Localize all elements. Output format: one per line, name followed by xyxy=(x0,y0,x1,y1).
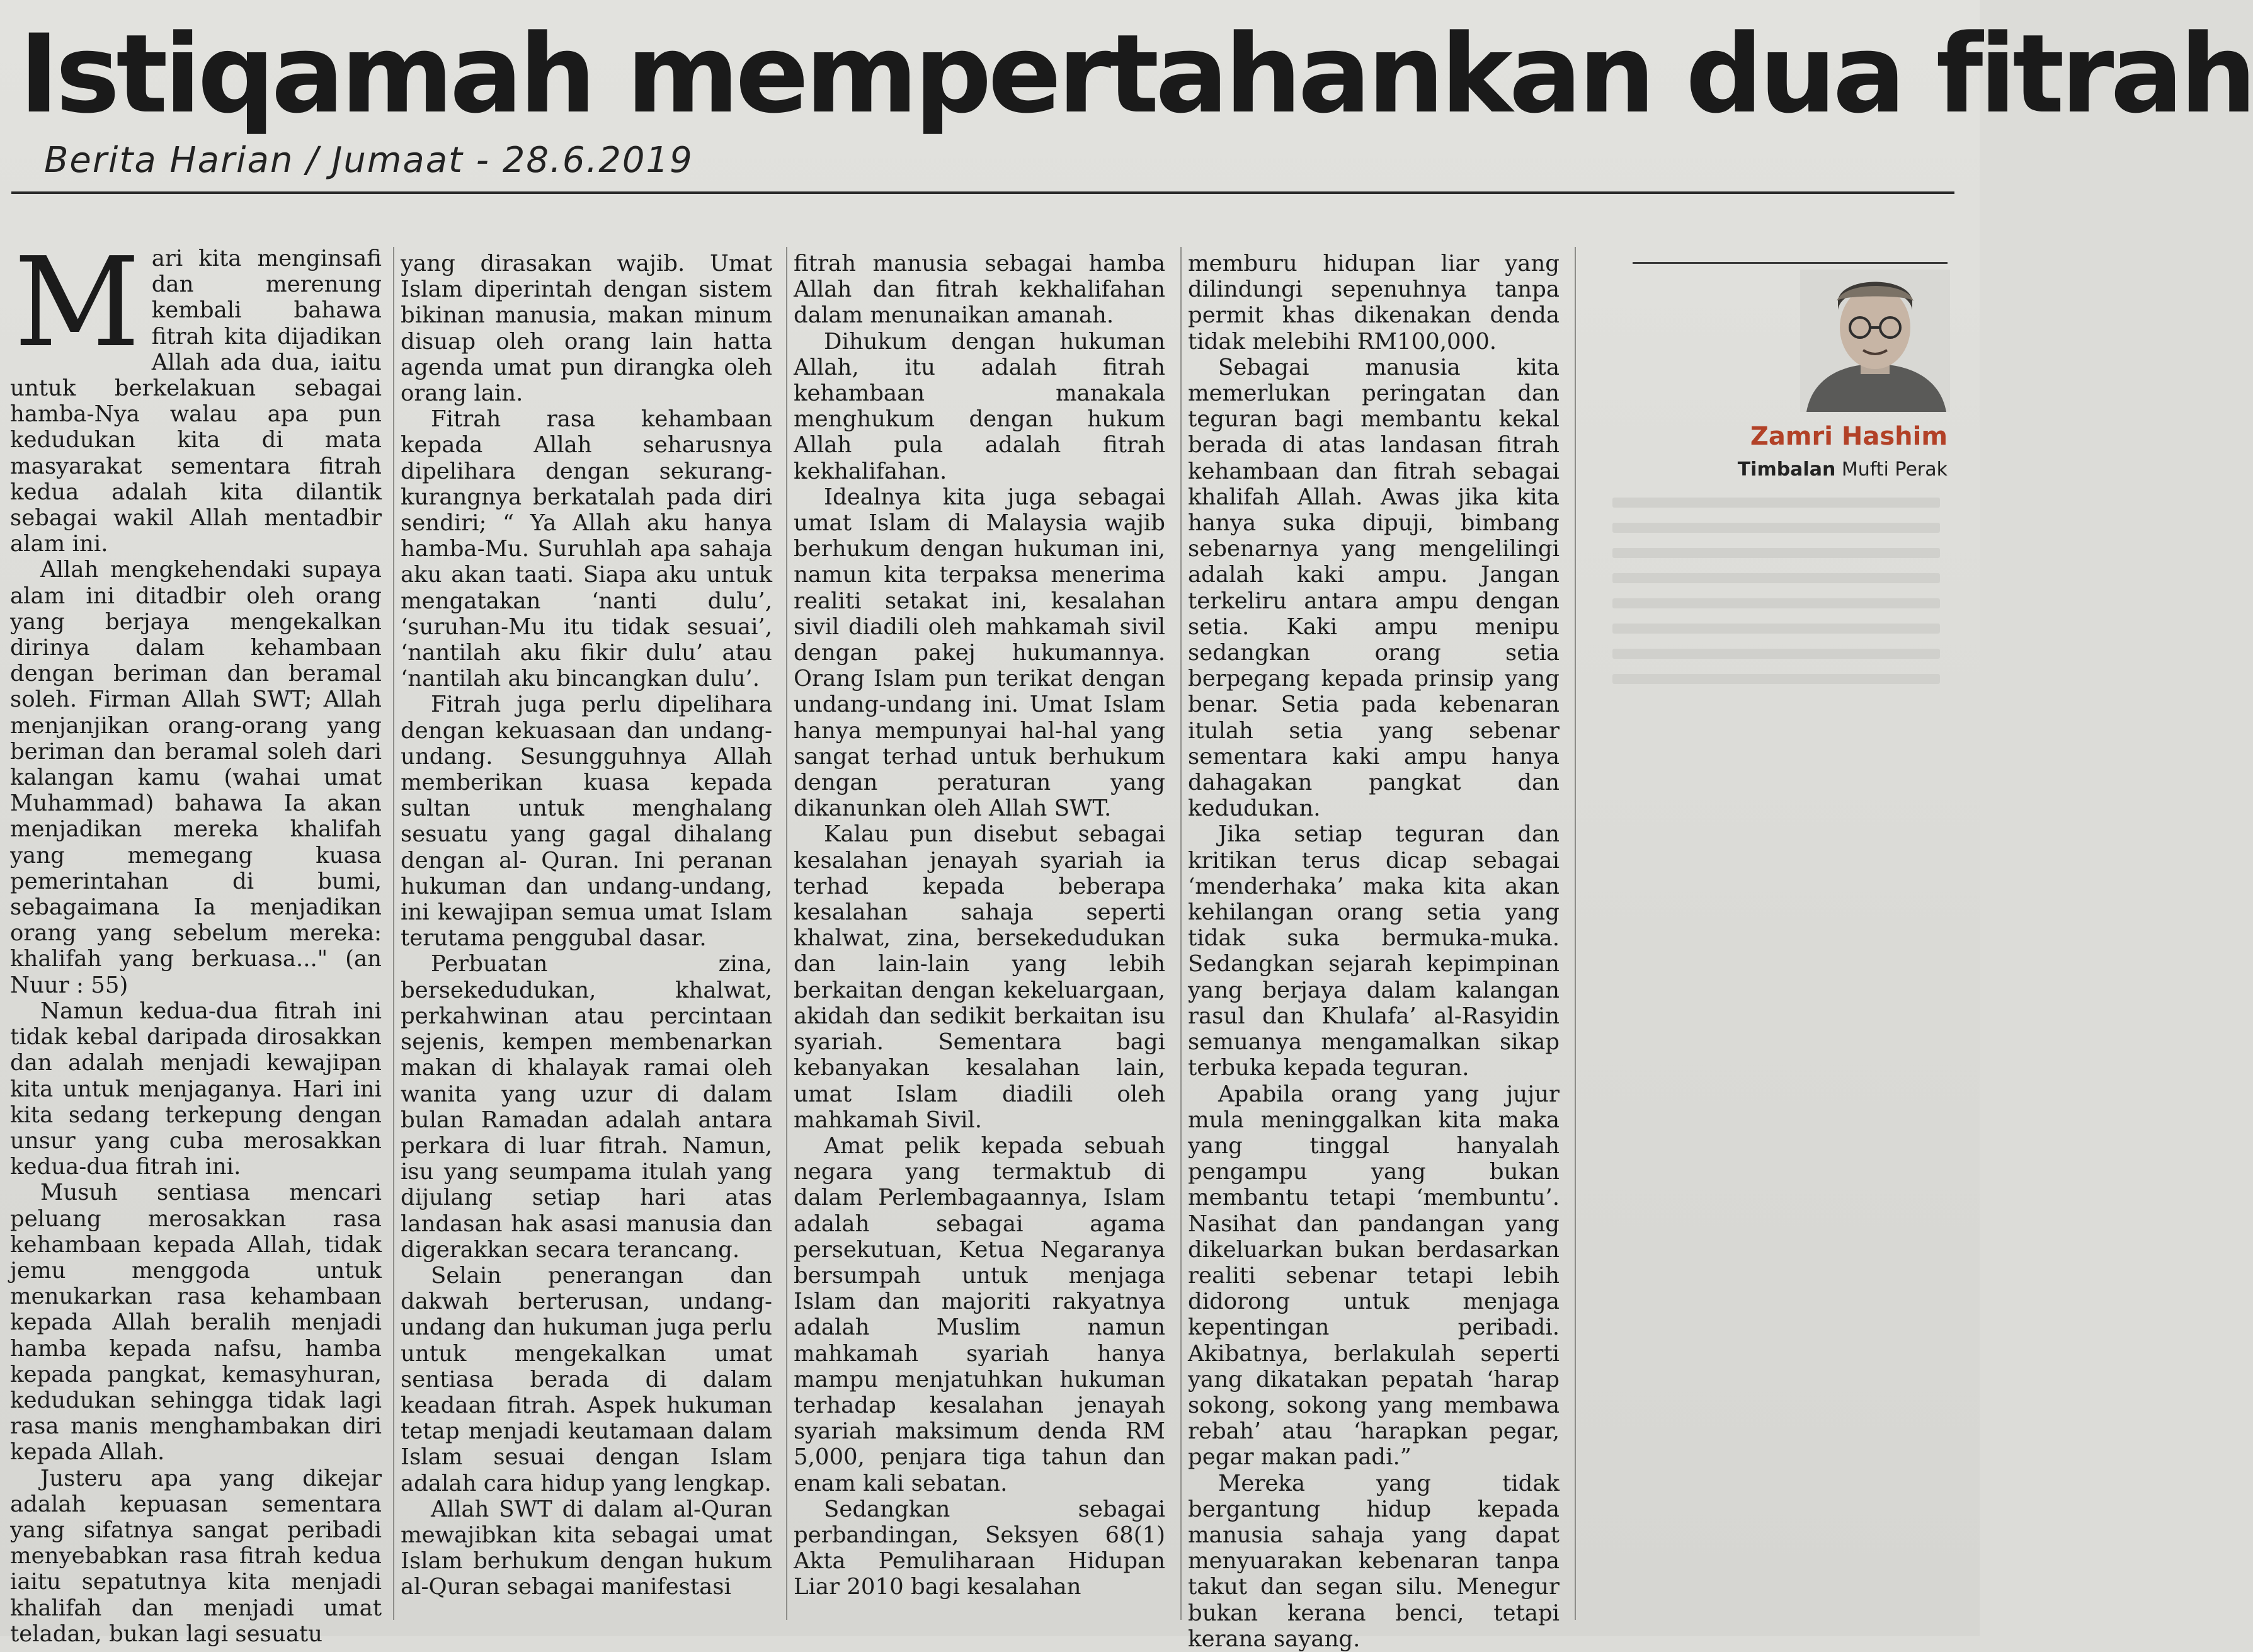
article-paragraph: Dihukum dengan hukuman Allah, itu adalah fitrah kehambaan manakala menghukum dengan hukum Allah pula adalah fitrah kekhalifahan. xyxy=(794,328,1165,484)
show-through-line xyxy=(1612,573,1940,583)
article-paragraph: Amat pelik kepada sebuah negara yang termaktub di dalam Perlembagaannya, Islam adalah sebagai agama persekutuan, Ketua Negaranya bersumpah untuk menjaga Islam dan majoriti rakyatnya adalah Muslim namun mahkamah syariah hanya mampu menjatuhkan hukuman terhadap kesalahan jenayah syariah maksimum denda RM 5,000, penjara tiga tahun dan enam kali sebatan. xyxy=(794,1132,1165,1496)
show-through-lines xyxy=(1612,498,1940,699)
article-paragraph: yang dirasakan wajib. Umat Islam diperintah dengan sistem bikinan manusia, makan minum disuap oleh orang lain hatta agenda umat pun dirangka oleh orang lain. xyxy=(401,251,772,407)
article-paragraph: fitrah manusia sebagai hamba Allah dan fitrah kekhalifahan dalam menunaikan amanah. xyxy=(794,251,1165,329)
article-paragraph: memburu hidupan liar yang dilindungi sepenuhnya tanpa permit khas dikenakan denda tidak melebihi RM100,000. xyxy=(1188,251,1560,355)
author-portrait-icon xyxy=(1800,270,1950,412)
author-title xyxy=(1633,459,1948,481)
article-paragraph: Allah mengkehendaki supaya alam ini ditadbir oleh orang yang berjaya mengekalkan dirinya dalam kehambaan dengan beriman dan beramal soleh. Firman Allah SWT; Allah menjanjikan orang-orang yang beriman dan beramal soleh dari kalangan kamu (wahai umat Muhammad) bahawa Ia akan menjadikan mereka khalifah yang memegang kuasa pemerintahan di bumi, sebagaimana Ia menjadikan orang yang sebelum mereka: khalifah yang berkuasa..." (an Nuur : 55) xyxy=(10,557,382,998)
article-paragraph: Sebagai manusia kita memerlukan peringatan dan teguran bagi membantu kekal berada di atas landasan fitrah kehambaan dan fitrah sebagai khalifah Allah. Awas jika kita hanya suka dipuji, bimbang sebenarnya yang mengelilingi adalah kaki ampu. Jangan terkeliru antara ampu dengan setia. Kaki ampu menipu sedangkan orang setia berpegang kepada prinsip yang benar. Setia pada kebenaran itulah setia yang sebenar sementara kaki ampu hanya dahagakan pangkat dan kedudukan. xyxy=(1188,354,1560,822)
show-through-line xyxy=(1612,598,1940,608)
author-name: Zamri Hashim xyxy=(1750,422,1948,451)
article-paragraph: Fitrah juga perlu dipelihara dengan kekuasaan dan undang-undang. Sesungguhnya Allah memberikan kuasa kepada sultan untuk menghalang sesuatu yang gagal dihalang dengan al- Quran. Ini peranan hukuman dan undang-undang, ini kewajipan semua umat Islam terutama penggubal dasar. xyxy=(401,692,772,952)
drop-cap: M xyxy=(14,231,140,375)
article-paragraph: Kalau pun disebut sebagai kesalahan jenayah syariah ia terhad kepada beberapa kesalahan sahaja seperti khalwat, zina, bersekedudukan dan lain-lain yang lebih berkaitan dengan kekeluargaan, akidah dan sedikit berkaitan isu syariah. Sementara bagi kebanyakan kesalahan lain, umat Islam diadili oleh mahkamah Sivil. xyxy=(794,821,1165,1133)
article-column-4 xyxy=(1188,251,1560,1652)
column-divider xyxy=(1575,247,1576,1620)
show-through-line xyxy=(1612,649,1940,659)
show-through-line xyxy=(1612,624,1940,634)
article-column-2 xyxy=(401,251,772,1624)
article-paragraph: Apabila orang yang jujur mula meninggalkan kita maka yang tinggal hanyalah pengampu yang bukan membantu tetapi ‘membuntu’. Nasihat dan pandangan yang dikeluarkan bukan berdasarkan realiti sebenar tetapi lebih didorong untuk menjaga kepentingan peribadi. Akibatnya, berlakulah seperti yang dikatakan pepatah ‘harap sokong, sokong yang membawa rebah’ atau ‘harapkan pegar, pegar makan padi.” xyxy=(1188,1081,1560,1471)
article-paragraph: Jika setiap teguran dan kritikan terus dicap sebagai ‘menderhaka’ maka kita akan kehilangan orang setia yang tidak suka bermuka-muka. Sedangkan sejarah kepimpinan yang berjaya dalam kalangan rasul dan Khulafa’ al-Rasyidin semuanya mengamalkan sikap terbuka kepada teguran. xyxy=(1188,821,1560,1081)
article-paragraph: Fitrah rasa kehambaan kepada Allah seharusnya dipelihara dengan sekurang-kurangnya berkatalah pada diri sendiri; “ Ya Allah aku hanya hamba-Mu. Suruhlah apa sahaja aku akan taati. Siapa aku untuk mengatakan ‘nanti dulu’, ‘suruhan-Mu itu tidak sesuai’, ‘nantilah aku fikir dulu’ atau ‘nantilah aku bincangkan dulu’. xyxy=(401,406,772,692)
byline-rule xyxy=(1633,262,1948,264)
article-paragraph: Sedangkan sebagai perbandingan, Seksyen 68(1) Akta Pemuliharaan Hidupan Liar 2010 bagi kesalahan xyxy=(794,1496,1165,1600)
article-column-1 xyxy=(10,231,382,1647)
column-divider xyxy=(1180,247,1182,1620)
show-through-line xyxy=(1612,498,1940,508)
headline: Istiqamah mempertahankan dua fitrah xyxy=(19,11,2253,137)
article-paragraph: Musuh sentiasa mencari peluang merosakkan rasa kehambaan kepada Allah, tidak jemu menggoda untuk menukarkan rasa kehambaan kepada Allah beralih menjadi hamba kepada nafsu, hamba kepada pangkat, kemasyhuran, kedudukan sehingga tidak lagi rasa manis menghambakan diri kepada Allah. xyxy=(10,1180,382,1466)
show-through-line xyxy=(1612,674,1940,684)
paragraph-text: ari kita menginsafi dan merenung kembali bahawa fitrah kita dijadikan Allah ada dua, iaitu untuk berkelakuan sebagai hamba-Nya walau apa pun kedudukan kita di mata masyarakat sementara fitrah kedua adalah kita dilantik sebagai wakil Allah mentadbir alam ini. xyxy=(10,246,382,557)
article-column-3 xyxy=(794,251,1165,1624)
author-title-rest: Mufti Perak xyxy=(1835,459,1948,481)
column-divider xyxy=(786,247,787,1620)
article-paragraph: Allah SWT di dalam al-Quran mewajibkan kita sebagai umat Islam berhukum dengan hukum al-Quran sebagai manifestasi xyxy=(401,1496,772,1600)
article-paragraph: Selain penerangan dan dakwah berterusan, undang-undang dan hukuman juga perlu untuk mengekalkan umat sentiasa berada di dalam keadaan fitrah. Aspek hukuman tetap menjadi keutamaan dalam Islam sesuai dengan Islam adalah cara hidup yang lengkap. xyxy=(401,1262,772,1496)
column-divider xyxy=(393,247,394,1620)
article-paragraph: Perbuatan zina, bersekedudukan, khalwat, perkahwinan atau percintaan sejenis, kempen membenarkan makan di khalayak ramai oleh wanita yang uzur di dalam bulan Ramadan adalah antara perkara di luar fitrah. Namun, isu yang seumpama itulah yang dijulang setiap hari atas landasan hak asasi manusia dan digerakkan secara terancang. xyxy=(401,951,772,1263)
show-through-line xyxy=(1612,548,1940,558)
author-title-bold: Timbalan xyxy=(1737,459,1836,481)
article-paragraph xyxy=(10,231,382,557)
show-through-line xyxy=(1612,523,1940,533)
source-handwritten-note: Berita Harian / Jumaat - 28.6.2019 xyxy=(44,140,693,181)
header-rule xyxy=(11,191,1954,194)
article-paragraph: Namun kedua-dua fitrah ini tidak kebal daripada dirosakkan dan adalah menjadi kewajipan kita untuk menjaganya. Hari ini kita sedang terkepung dengan unsur yang cuba merosakkan kedua-dua fitrah ini. xyxy=(10,998,382,1180)
article-paragraph: Idealnya kita juga sebagai umat Islam di Malaysia wajib berhukum dengan hukuman ini, namun kita terpaksa menerima realiti setakat ini, kesalahan sivil diadili oleh mahkamah sivil dengan pakej hukumannya. Orang Islam pun terikat dengan undang-undang ini. Umat Islam hanya mempunyai hal-hal yang sangat terhad untuk berhukum dengan peraturan yang dikanunkan oleh Allah SWT. xyxy=(794,484,1165,822)
article-paragraph: Justeru apa yang dikejar adalah kepuasan sementara yang sifatnya sangat peribadi menyebabkan rasa fitrah kedua iaitu sepatutnya kita menjadi khalifah dan menjadi umat teladan, bukan lagi sesuatu xyxy=(10,1465,382,1647)
article-paragraph: Mereka yang tidak bergantung hidup kepada manusia sahaja yang dapat menyuarakan kebenaran tanpa takut dan segan silu. Menegur bukan kerana benci, tetapi kerana sayang. xyxy=(1188,1470,1560,1652)
